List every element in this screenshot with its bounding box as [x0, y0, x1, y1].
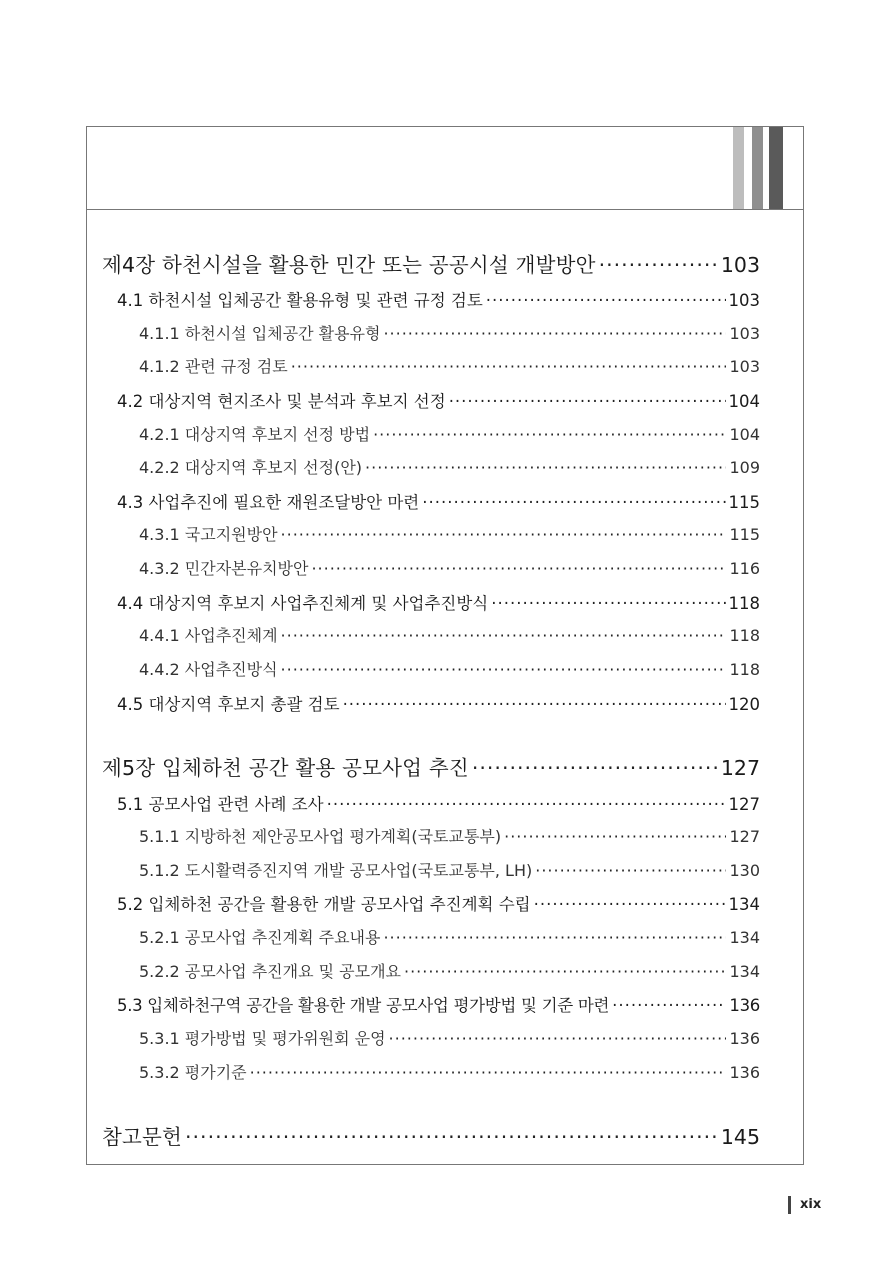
toc-entry-section[interactable]	[117, 691, 760, 715]
toc-entry-section[interactable]	[117, 891, 760, 915]
dot-leader	[383, 928, 726, 947]
toc-entry-title: 5.3.1 평가방법 및 평가위원회 운영	[139, 1029, 386, 1048]
toc-entry-page: 118	[728, 594, 760, 613]
toc-entry-title: 제4장 하천시설을 활용한 민간 또는 공공시설 개발방안	[102, 253, 596, 277]
toc-entry-subsection[interactable]	[139, 354, 760, 377]
toc-entry-references[interactable]	[102, 1120, 760, 1150]
toc-entry-subsection[interactable]	[139, 321, 760, 344]
toc-entry-page: 120	[728, 695, 760, 714]
page-number: xix	[788, 1196, 821, 1214]
toc-entry-title: 참고문헌	[102, 1125, 183, 1149]
toc-entry-title: 4.4.1 사업추진체계	[139, 626, 278, 645]
toc-entry-title: 4.3.1 국고지원방안	[139, 525, 278, 544]
toc-entry-page: 136	[729, 1029, 760, 1048]
decorative-bar	[752, 127, 763, 209]
toc-entry-title: 제5장 입체하천 공간 활용 공모사업 추진	[102, 756, 469, 780]
toc-entry-subsection[interactable]	[139, 657, 760, 680]
toc-entry-title: 5.2.1 공모사업 추진계획 주요내용	[139, 928, 381, 947]
toc-entry-page: 103	[729, 324, 760, 343]
toc-entry-subsection[interactable]	[139, 522, 760, 545]
dot-leader	[281, 660, 727, 679]
toc-entry-page: 134	[729, 928, 760, 947]
frame-header	[87, 127, 803, 210]
toc-entry-subsection[interactable]	[139, 422, 760, 445]
toc-entry-page: 116	[729, 559, 760, 578]
dot-leader	[383, 324, 726, 343]
toc-entry-page: 136	[729, 1063, 760, 1082]
dot-leader	[504, 827, 726, 846]
toc-entry-title: 4.2.2 대상지역 후보지 선정(안)	[139, 458, 363, 477]
dot-leader	[343, 695, 726, 714]
toc-entry-page: 115	[729, 525, 760, 544]
toc-entry-page: 134	[729, 962, 760, 981]
toc-entry-page: 118	[729, 660, 760, 679]
toc-entry-title: 4.5 대상지역 후보지 총괄 검토	[117, 695, 340, 714]
dot-leader	[281, 626, 727, 645]
dot-leader	[534, 895, 726, 914]
toc-entry-page: 136	[729, 996, 760, 1015]
toc-entry-title: 4.4 대상지역 후보지 사업추진체계 및 사업추진방식	[117, 594, 489, 613]
toc-entry-subsection[interactable]	[139, 1026, 760, 1049]
toc-entry-page: 104	[728, 392, 760, 411]
dot-leader	[281, 525, 727, 544]
dot-leader	[389, 1029, 727, 1048]
toc-entry-section[interactable]	[117, 388, 760, 412]
toc-entry-page: 103	[729, 357, 760, 376]
toc-entry-subsection[interactable]	[139, 623, 760, 646]
toc-entry-title: 4.3.2 민간자본유치방안	[139, 559, 309, 578]
toc-entry-title: 5.1 공모사업 관련 사례 조사	[117, 795, 324, 814]
toc-entry-section[interactable]	[117, 489, 760, 513]
toc-entry-title: 4.1 하천시설 입체공간 활용유형 및 관련 규정 검토	[117, 291, 483, 310]
toc-entry-subsection[interactable]	[139, 455, 760, 478]
toc-entry-section[interactable]	[117, 287, 760, 311]
toc-entry-title: 4.1.1 하천시설 입체공간 활용유형	[139, 324, 381, 343]
toc-entry-title: 4.4.2 사업추진방식	[139, 660, 278, 679]
toc-entry-title: 4.1.2 관련 규정 검토	[139, 357, 288, 376]
dot-leader	[599, 253, 718, 277]
toc-entry-title: 5.3 입체하천구역 공간을 활용한 개발 공모사업 평가방법 및 기준 마련	[117, 996, 610, 1015]
toc-entry-page: 103	[720, 253, 760, 277]
dot-leader	[449, 392, 726, 411]
dot-leader	[311, 559, 726, 578]
toc-entry-subsection[interactable]	[139, 1060, 760, 1083]
toc-entry-page: 118	[729, 626, 760, 645]
toc-entry-subsection[interactable]	[139, 556, 760, 579]
toc-entry-page: 104	[729, 425, 760, 444]
toc-entry-page: 145	[720, 1125, 760, 1149]
dot-leader	[404, 962, 726, 981]
dot-leader	[612, 996, 726, 1015]
dot-leader	[491, 594, 725, 613]
dot-leader	[486, 291, 726, 310]
toc-entry-page: 127	[720, 756, 760, 780]
decorative-bar	[769, 127, 783, 209]
dot-leader	[535, 861, 726, 880]
dot-leader	[373, 425, 726, 444]
toc-entry-section[interactable]	[117, 791, 760, 815]
toc-entry-title: 4.2.1 대상지역 후보지 선정 방법	[139, 425, 371, 444]
dot-leader	[422, 493, 725, 512]
toc-entry-section[interactable]	[117, 590, 760, 614]
toc-entry-subsection[interactable]	[139, 858, 760, 881]
toc-entry-subsection[interactable]	[139, 824, 760, 847]
toc-entry-subsection[interactable]	[139, 925, 760, 948]
toc-entry-title: 5.1.2 도시활력증진지역 개발 공모사업(국토교통부, LH)	[139, 861, 533, 880]
dot-leader	[365, 458, 726, 477]
toc-entry-page: 134	[728, 895, 760, 914]
toc-entry-page: 103	[728, 291, 760, 310]
dot-leader	[327, 795, 726, 814]
toc-entry-title: 5.2 입체하천 공간을 활용한 개발 공모사업 추진계획 수립	[117, 895, 531, 914]
dot-leader	[291, 357, 727, 376]
toc-entry-page: 109	[729, 458, 760, 477]
toc-entry-section[interactable]	[117, 992, 760, 1016]
dot-leader	[472, 756, 718, 780]
toc-entry-title: 5.1.1 지방하천 제안공모사업 평가계획(국토교통부)	[139, 827, 502, 846]
toc-entry-page: 127	[729, 827, 760, 846]
toc-entry-title: 4.2 대상지역 현지조사 및 분석과 후보지 선정	[117, 392, 446, 411]
toc-entry-chapter[interactable]	[102, 751, 760, 781]
decorative-bar	[733, 127, 744, 209]
toc-entry-title: 5.3.2 평가기준	[139, 1063, 247, 1082]
toc-entry-subsection[interactable]	[139, 959, 760, 982]
toc-entry-chapter[interactable]	[102, 248, 760, 278]
toc-entry-page: 115	[728, 493, 760, 512]
toc-entry-page: 130	[729, 861, 760, 880]
dot-leader	[185, 1125, 718, 1149]
dot-leader	[250, 1063, 727, 1082]
toc-entry-page: 127	[728, 795, 760, 814]
toc-entry-title: 5.2.2 공모사업 추진개요 및 공모개요	[139, 962, 401, 981]
toc-entry-title: 4.3 사업추진에 필요한 재원조달방안 마련	[117, 493, 420, 512]
